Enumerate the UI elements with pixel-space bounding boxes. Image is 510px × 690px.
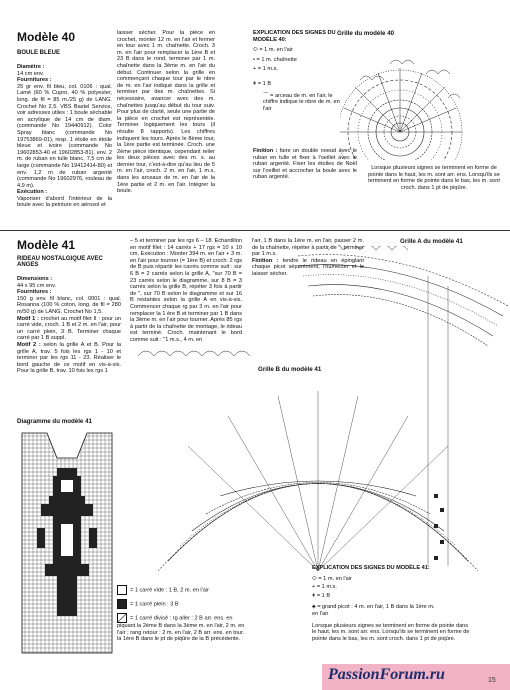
m40-legend-air: ⬭ = 1 m. en l'air (253, 47, 293, 54)
section-divider (0, 230, 510, 231)
m40-diam-label: Diamètre : (17, 64, 45, 70)
m41-dim-val: 44 x 95 cm env. (17, 282, 57, 289)
m40-legend-title: EXPLICATION DES SIGNES DU MODÈLE 40: (253, 30, 336, 43)
m41-filet-diagram (17, 428, 117, 658)
m41-legend-picot: ♣ = grand picot : 4 m. en l'air, 1 B dans la 1ère m. en l'air (312, 604, 435, 617)
m41-motif2-text: selon la grille A et B. Pour la grille A, trav. 5 fois les rgs 1 - 10 et terminer par les rgs 11 - 23. Réaliser le bord gauche de ce motif en vis-à-vis. Pour la grille B, trav. 10 fois les rgs 1 (17, 341, 121, 375)
m41-fin-text: tendre le rideau en épinglant chaque picot séparément, l'humecter et le laisser sécher. (252, 257, 364, 277)
oval-icon: ⬭ (312, 575, 317, 582)
m41-fin-label: Finition : (252, 257, 279, 264)
m41-legend-title: EXPLICATION DES SIGNES DU MODÈLE 41: (312, 565, 430, 571)
m40-name: BOULE BLEUE (17, 50, 61, 56)
legend-divise: = 1 carré divisé : rg aller : 2 B arr. ens. en piquant la 2ème B dans la 3ème m. en l'air, 2 m. en l'air ; rang retour : 2 m. en l'air, 2 B arr. ens. en tour. la 1ère B dans le pt de piqûre de la B précédente. (117, 613, 247, 643)
m41-title: Modèle 41 (17, 238, 76, 252)
page-number: 15 (488, 677, 496, 684)
m40-fin-label: Finition : (253, 148, 278, 154)
filled-square-icon (117, 599, 127, 609)
m40-fin-text: faire un double noeud avec le ruban en tulle et fixer à l'oeillet avec le ruban argenté. Fixer les étoiles de Noël sur l'oeillet et accrocher la boule avec le ruban argenté. (253, 148, 357, 181)
m41-legend-ms: + = 1 m.s. (312, 584, 337, 591)
m40-fourn-text: 25 gr env. fil bleu, col. 0106 : qual. Lamé (60 % Cupro, 40 % polyester, long. de fil = 85 m./25 g) de LANG. Crochet No 2,5. VBS Bastel Service, voir adresses utiles : 1 boule sèchable en acrylique de 14 cm de diam. (commande No 19440912). Color Spray blanc (commande No 19753869-01), resp. 1 étoile en étoile bleue et ivoire (commande No 19602853-40 et 19602853-81), env. 2 m. de ruban en tulle blanc, 7,5 cm de large (commande No 19412414-80) et env. 1,2 m de ruban argenté (commande No 19602976, rouleau de 4,9 m). (17, 83, 112, 189)
m41-col3-text: l'air, 1 B dans la 1ère m. en l'air, passer 2 m. de la chaînette, répéter à partir de ", terminer par 1 m.s. (252, 238, 364, 258)
m41-motif1-text: crochet au motif filet II : pour un carré vide, croch. 1 B et 2 m. en l'air, pour un carré plein, 3 B. Terminer chaque carré par 1 B suppl. (17, 315, 121, 342)
picot-icon: ♣ (312, 604, 316, 611)
m40-legend (253, 30, 343, 112)
oval-icon: ⬭ (253, 47, 258, 54)
empty-square-icon (117, 585, 127, 595)
m41-gridB-title: Grille B du modèle 41 (258, 366, 322, 373)
m40-fourn-label: Fournitures : (17, 77, 52, 84)
m41-gridA-title: Grille A du modèle 41 (400, 238, 463, 245)
plus-icon: + (312, 584, 316, 591)
m41-legend-air: ⬭ = 1 m. en l'air (312, 575, 352, 582)
watermark: PassionForum.ru (328, 666, 445, 683)
bride-icon: ǂ (253, 80, 257, 87)
m40-legend-chainette: • = 1 m. chaînette (253, 56, 297, 63)
legend-plein: = 1 carré plein : 3 B (117, 599, 247, 609)
m41-legend-b: ǂ = 1 B (312, 592, 331, 599)
m41-fourn-text: 150 g env. fil blanc, col. 0001 : qual. Rosanna (100 % coton, long. de fil = 280 m/50 g) de LANG. Crochet No 1,5. (17, 295, 121, 315)
m41-legend-filet (117, 585, 247, 643)
m41-name: RIDEAU NOSTALGIQUE AVEC ANGES (17, 256, 103, 268)
m41-fourn-label: Fournitures : (17, 289, 52, 296)
m41-col2-text: – 5 et terminer par les rgs 6 – 18. Echantillon en motif filet : 14 carrés + 17 rgs = 10 x 10 cm. Exécution : Monter 394 m. en l'air + 3 m. en l'air pour tourner (= 1ère B) et croch. 2 rgs de B puis répartir les carrés comme suit : sur 6 B = 2 carrés selon la grille A, "sur 70 B = 23 carrés selon le diagramme, sur 8 B = 3 carrés selon la grille B, répéter 3 fois à partir de ", sur 70 B selon le diagramme et sur 16 B restantes selon la grille A en vis-à-vis. Commencer chaque rg par 3 m. en l'air pour remplacer la 1 ère B et terminer par 1 B dans la 3ème m. en l'air pour tourner. Après 85 rgs à partir de la chaînette de montage, le rideau est terminé. Croch. maintenant le bord comme suit : "1 m.s., 4 m. en (130, 238, 242, 343)
m41-motif1-label: Motif 1 : (17, 315, 39, 322)
m40-legend-ms: + = 1 m.s. (253, 66, 278, 73)
m41-diag-title: Diagramme du modèle 41 (17, 418, 92, 425)
m40-exec-text: Vaporiser d'abord l'intérieur de la boule avec la peinture en aérosol et (17, 195, 112, 209)
m40-circular-grid (340, 40, 500, 160)
m40-text-col1 (17, 64, 112, 209)
m40-text-col2 (117, 30, 215, 195)
m40-legend-arceau: ⌒ = arceau de m. en l'air, le chiffre indique le nbre de m. en l'air (263, 92, 340, 112)
plus-icon: + (253, 66, 257, 73)
diagonal-square-icon (117, 613, 127, 623)
m40-legend-b: ǂ = 1 B (253, 80, 272, 87)
m41-text-col1 (17, 276, 121, 375)
m41-motif2-label: Motif 2 : (17, 341, 41, 348)
bride-icon: ǂ (312, 592, 316, 599)
m41-lace-grids (128, 246, 510, 576)
legend-vide: = 1 carré vide : 1 B, 2 m. en l'air (117, 585, 247, 595)
arc-icon: ⌒ (263, 92, 269, 99)
m40-grid-note: Lorsque plusieurs signes se terminent en forme de pointe dans le haut, les m. sont arr. ens. Lorsqu'ils se terminent en forme de pointe dans le bas, les m. sont croch. dans 1 pt de piqûre. (368, 165, 500, 191)
m40-grid-title: Grille du modèle 40 (337, 30, 395, 37)
dot-icon: • (253, 56, 255, 63)
m40-diam-val: 14 cm env. (17, 70, 44, 77)
m41-note: Lorsque plusieurs signes se terminent en forme de pointe dans le haut, les m. sont arr. ens. Lorsqu'ils se terminent en forme de pointe dans le bas, les m. sont croch. dans 1 pt de piqûre. (312, 622, 470, 642)
m41-legend (312, 565, 470, 642)
m40-col2-text: laisser sécher. Pour la pièce en crochet, monter 12 m. en l'air et fermer en tour avec 1 m. chaînette. Croch. 3 m. en l'air pour remplacer la 1ère B et 23 B dans le rond, terminer par 1 m. chaînette dans la 3ème m. en l'air du début. Continuer selon la grille en commençant chaque tour par le nbre de m. en l'air indiqué dans la grille et terminer par des m. chaînettes. Si nécessaire, avancer avec des m. chaînettes jusqu'au début du tour suiv. Pour plus de clarté, seule une partie de la pièce en crochet est représentée. Terminer logiquement les tours (il résulte 8 rapports). Les chiffres indiquent les tours. Après le 8ème tour, la 1ère partie est terminée. Croch. une 2ème pièce identique, cependant relier les deux pièces avec des m. s. au dernier tour, c'est-à-dire qu'au lieu de 5 m. en l'air, croch. 2 m. en l'air, 1 m.s. dans les arceaux de m. en l'air de la 1ère partie et 2 m. en l'air. Intégrer la boule. (117, 30, 215, 195)
m40-exec-label: Exécution : (17, 189, 48, 196)
m40-title: Modèle 40 (17, 30, 76, 44)
m41-dim-label: Dimensions : (17, 276, 53, 282)
